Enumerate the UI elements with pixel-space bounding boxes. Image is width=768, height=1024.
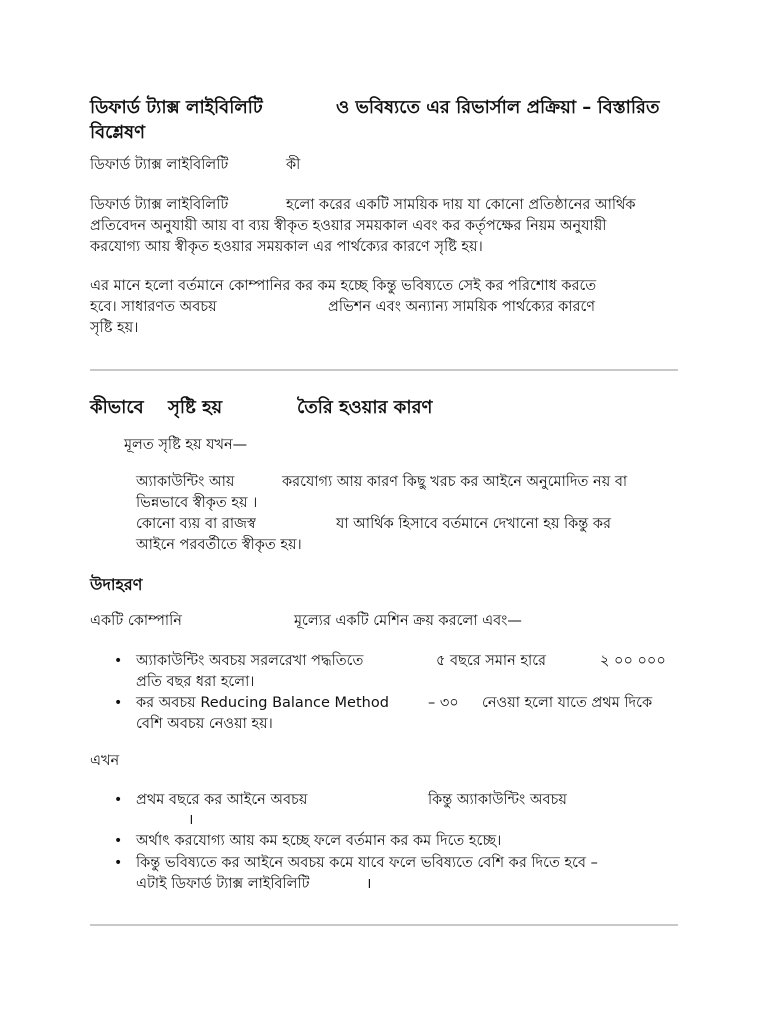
para1-line2: প্রতিবেদন অনুযায়ী আয় বা ব্যয় স্বীকৃত হওয়ার সময়কাল এবং কর কর্তৃপক্ষের নিয়ম অনুযায়ী bbox=[90, 218, 607, 234]
now-bullet3-line2b: । bbox=[366, 876, 372, 892]
para1-line1b: হলো করের একটি সাময়িক দায় যা কোনো প্রতিষ্ঠানের আর্থিক bbox=[286, 197, 636, 213]
example-intro-b: মূল্যের একটি মেশিন ক্রয় করলো এবং— bbox=[294, 613, 522, 629]
now-bullet1-line1a: প্রথম বছরে কর আইনে অবচয় bbox=[136, 792, 308, 808]
title-part-1: ডিফার্ড ট্যাক্স লাইবিলিটি bbox=[90, 97, 263, 118]
section1-heading-a: ডিফার্ড ট্যাক্স লাইবিলিটি bbox=[90, 157, 229, 173]
now-bullet2-line1: অর্থাৎ করযোগ্য আয় কম হচ্ছে ফলে বর্তমান কর কম দিতে হচ্ছে। bbox=[136, 833, 502, 849]
para2-line3: সৃষ্টি হয়। bbox=[90, 320, 139, 336]
example-bullet1-line1b: ৫ বছরে সমান হারে bbox=[436, 653, 547, 669]
section1-heading-b: কী bbox=[286, 157, 301, 173]
divider-2 bbox=[90, 924, 678, 926]
section2-heading-a: কীভাবে bbox=[90, 397, 144, 418]
example-heading: উদাহরণ bbox=[90, 575, 143, 594]
reason1-line1b: করযোগ্য আয় কারণ কিছু খরচ কর আইনে অনুমোদিত নয় বা bbox=[282, 474, 628, 490]
para1-line3: করযোগ্য আয় স্বীকৃত হওয়ার সময়কাল এর পার্থক্যের কারণে সৃষ্টি হয়। bbox=[90, 239, 483, 255]
reason2-line1b: যা আর্থিক হিসাবে বর্তমানে দেখানো হয় কিন্তু কর bbox=[336, 516, 612, 532]
example-bullet2-line1c: নেওয়া হলো যাতে প্রথম দিকে bbox=[482, 695, 653, 711]
para2-line2a: হবে। সাধারণত অবচয় bbox=[90, 299, 217, 315]
example-bullet2-line1a: কর অবচয় Reducing Balance Method bbox=[136, 695, 389, 711]
para2-line1: এর মানে হলো বর্তমানে কোম্পানির কর কম হচ্ছে কিন্তু ভবিষ্যতে সেই কর পরিশোধ করতে bbox=[90, 278, 597, 294]
bullet-icon: • bbox=[114, 792, 123, 808]
example-intro-a: একটি কোম্পানি bbox=[90, 613, 182, 629]
document-page bbox=[90, 0, 680, 1024]
divider-1 bbox=[90, 369, 678, 371]
title-part-2: ও ভবিষ্যতে এর রিভার্সাল প্রক্রিয়া – বিস্তারিত bbox=[336, 97, 660, 118]
now-bullet1-line2: । bbox=[188, 812, 194, 828]
example-bullet1-line1a: অ্যাকাউন্টিং অবচয় সরলরেখা পদ্ধতিতে bbox=[136, 653, 364, 669]
bullet-icon: • bbox=[114, 833, 123, 849]
example-bullet2-line1b: – ৩০ bbox=[428, 695, 459, 711]
now-bullet3-line1: কিন্তু ভবিষ্যতে কর আইনে অবচয় কমে যাবে ফলে ভবিষ্যতে বেশি কর দিতে হবে – bbox=[136, 855, 598, 871]
example-bullet1-line2: প্রতি বছর ধরা হলো। bbox=[136, 674, 255, 690]
example-bullet1-line1c: ২ ০০ ০০০ bbox=[600, 653, 666, 669]
section2-heading-c: তৈরি হওয়ার কারণ bbox=[297, 397, 433, 418]
now-heading: এখন bbox=[90, 753, 120, 769]
bullet-icon: • bbox=[114, 695, 123, 711]
reason2-line2: আইনে পরবর্তীতে স্বীকৃত হয়। bbox=[136, 537, 302, 553]
example-bullet2-line2: বেশি অবচয় নেওয়া হয়। bbox=[136, 716, 273, 732]
reason2-line1a: কোনো ব্যয় বা রাজস্ব bbox=[136, 516, 256, 532]
now-bullet3-line2a: এটাই ডিফার্ড ট্যাক্স লাইবিলিটি bbox=[136, 876, 310, 892]
bullet-icon: • bbox=[114, 855, 123, 871]
bullet-icon: • bbox=[114, 653, 123, 669]
title-part-3: বিশ্লেষণ bbox=[90, 122, 145, 143]
reason1-line1a: অ্যাকাউন্টিং আয় bbox=[136, 474, 235, 490]
reason1-line2: ভিন্নভাবে স্বীকৃত হয় । bbox=[136, 495, 258, 511]
now-bullet1-line1b: কিন্তু অ্যাকাউন্টিং অবচয় bbox=[428, 792, 567, 808]
section2-heading-b: সৃষ্টি হয় bbox=[168, 397, 223, 418]
section2-intro: মূলত সৃষ্টি হয় যখন— bbox=[124, 437, 248, 453]
para1-line1a: ডিফার্ড ট্যাক্স লাইবিলিটি bbox=[90, 197, 229, 213]
para2-line2b: প্রভিশন এবং অন্যান্য সাময়িক পার্থক্যের কারণে bbox=[328, 299, 596, 315]
